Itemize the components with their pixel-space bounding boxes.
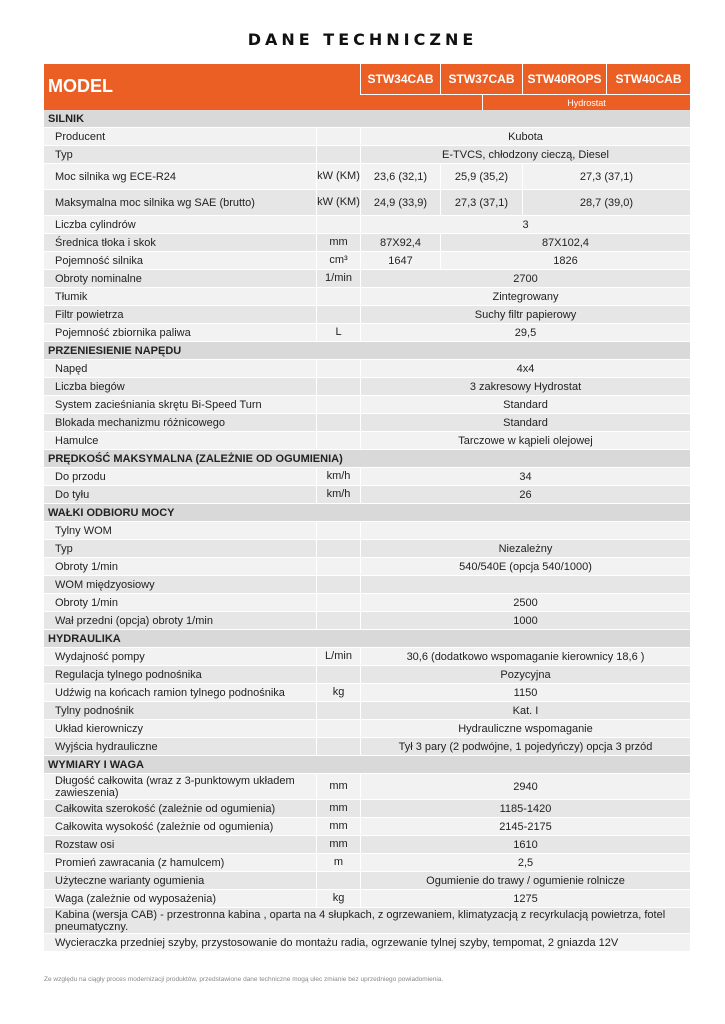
- table-row: [44, 360, 690, 378]
- table-row: [44, 270, 690, 288]
- table-row: [44, 836, 690, 854]
- model-column-3: STW40ROPS: [522, 64, 606, 94]
- row-unit: [316, 558, 360, 575]
- row-label: Tylny WOM: [55, 524, 112, 537]
- section-title: WAŁKI ODBIORU MOCY: [48, 506, 175, 519]
- table-body: [44, 110, 690, 952]
- row-value: 2,5: [360, 854, 690, 871]
- row-value: 28,7 (39,0): [522, 190, 690, 215]
- row-unit: L: [316, 324, 360, 341]
- row-unit: kW (KM): [316, 164, 360, 189]
- row-value: 540/540E (opcja 540/1000): [360, 558, 690, 575]
- row-label: Udźwig na końcach ramion tylnego podnośnika: [55, 686, 285, 699]
- row-unit: 1/min: [316, 270, 360, 287]
- table-header: [44, 64, 690, 110]
- row-label: Średnica tłoka i skok: [55, 236, 156, 249]
- row-value: [360, 576, 690, 593]
- table-row: [44, 558, 690, 576]
- spec-table: [44, 64, 690, 952]
- table-row: [44, 684, 690, 702]
- row-unit: mm: [316, 774, 360, 799]
- row-value: 30,6 (dodatkowo wspomaganie kierownicy 18,6 ): [360, 648, 690, 665]
- row-label: Do przodu: [55, 470, 106, 483]
- model-column-2: STW37CAB: [440, 64, 522, 94]
- row-value: Kubota: [360, 128, 690, 145]
- table-row: [44, 468, 690, 486]
- row-unit: [316, 594, 360, 611]
- row-value: Kat. I: [360, 702, 690, 719]
- table-row: [44, 738, 690, 756]
- table-row: [44, 818, 690, 836]
- table-row: [44, 612, 690, 630]
- section-header: [44, 342, 690, 360]
- row-label: Do tyłu: [55, 488, 90, 501]
- row-unit: mm: [316, 818, 360, 835]
- row-label: Regulacja tylnego podnośnika: [55, 668, 202, 681]
- table-row: [44, 378, 690, 396]
- row-value: 1647: [360, 252, 440, 269]
- table-row: [44, 890, 690, 908]
- row-label: Producent: [55, 130, 106, 143]
- row-label: Wyjścia hydrauliczne: [55, 740, 158, 753]
- row-label: Typ: [55, 148, 73, 161]
- hydrostat-label: Hydrostat: [482, 94, 690, 110]
- section-title: PRZENIESIENIE NAPĘDU: [48, 344, 182, 357]
- section-title: HYDRAULIKA: [48, 632, 121, 645]
- row-unit: [316, 872, 360, 889]
- row-label: Obroty 1/min: [55, 560, 118, 573]
- row-unit: [316, 702, 360, 719]
- section-title: SILNIK: [48, 112, 85, 125]
- row-label: WOM międzyosiowy: [55, 578, 155, 591]
- row-unit: km/h: [316, 468, 360, 485]
- table-row: [44, 872, 690, 890]
- row-label: Promień zawracania (z hamulcem): [55, 856, 225, 869]
- row-label: Blokada mechanizmu różnicowego: [55, 416, 225, 429]
- row-unit: [316, 738, 360, 755]
- row-unit: mm: [316, 234, 360, 251]
- row-label: Tłumik: [55, 290, 88, 303]
- table-row: [44, 234, 690, 252]
- row-unit: [316, 612, 360, 629]
- row-label: System zacieśniania skrętu Bi-Speed Turn: [55, 398, 262, 411]
- row-unit: L/min: [316, 648, 360, 665]
- row-unit: [316, 414, 360, 431]
- row-label: Obroty 1/min: [55, 596, 118, 609]
- table-row: [44, 720, 690, 738]
- row-label: Waga (zależnie od wyposażenia): [55, 892, 217, 905]
- row-value: 1185-1420: [360, 800, 690, 817]
- table-row: [44, 146, 690, 164]
- table-row: [44, 324, 690, 342]
- row-unit: [316, 396, 360, 413]
- row-label: Użyteczne warianty ogumienia: [55, 874, 205, 887]
- row-unit: [316, 522, 360, 539]
- table-row: [44, 800, 690, 818]
- row-value: 1000: [360, 612, 690, 629]
- row-value: 29,5: [360, 324, 690, 341]
- row-value: 24,9 (33,9): [360, 190, 440, 215]
- model-column-1: STW34CAB: [360, 64, 440, 94]
- model-label: MODEL: [48, 76, 113, 96]
- row-label: Rozstaw osi: [55, 838, 115, 851]
- row-unit: kg: [316, 684, 360, 701]
- row-unit: [316, 576, 360, 593]
- row-unit: [316, 432, 360, 449]
- row-value: Hydrauliczne wspomaganie: [360, 720, 690, 737]
- row-value: 2700: [360, 270, 690, 287]
- row-unit: [316, 146, 360, 163]
- row-unit: [316, 540, 360, 557]
- table-row: [44, 128, 690, 146]
- table-row: [44, 934, 690, 952]
- row-value: 3: [360, 216, 690, 233]
- row-value: 2145-2175: [360, 818, 690, 835]
- row-unit: [316, 306, 360, 323]
- section-title: PRĘDKOŚĆ MAKSYMALNA (ZALEŻNIE OD OGUMIENIA): [48, 452, 343, 465]
- row-label: Długość całkowita (wraz z 3-punktowym układem zawieszenia): [55, 774, 295, 799]
- section-header: [44, 504, 690, 522]
- row-unit: km/h: [316, 486, 360, 503]
- row-label: Moc silnika wg ECE-R24: [55, 170, 177, 183]
- table-row: [44, 414, 690, 432]
- footer-note: Ze względu na ciągły proces modernizacji produktów, przedstawione dane techniczne mogą ulec zmianie bez uprzedniego powiadomienia.: [44, 976, 444, 983]
- row-value: 2940: [360, 774, 690, 799]
- row-label: Wycieraczka przedniej szyby, przystosowanie do montażu radia, ogrzewanie tylnej szyby, tempomat, 2 gniazda 12V: [55, 936, 619, 949]
- row-value: 1275: [360, 890, 690, 907]
- model-column-4: STW40CAB: [606, 64, 690, 94]
- row-label: Hamulce: [55, 434, 99, 447]
- table-row: [44, 522, 690, 540]
- row-value: [360, 522, 690, 539]
- section-header: [44, 450, 690, 468]
- row-unit: mm: [316, 836, 360, 853]
- table-row: [44, 164, 690, 190]
- row-label: Wydajność pompy: [55, 650, 145, 663]
- row-label: Obroty nominalne: [55, 272, 142, 285]
- row-label: Liczba biegów: [55, 380, 125, 393]
- table-row: [44, 666, 690, 684]
- table-row: [44, 306, 690, 324]
- row-value: 25,9 (35,2): [440, 164, 522, 189]
- table-row: [44, 576, 690, 594]
- row-value: 3 zakresowy Hydrostat: [360, 378, 690, 395]
- table-row: [44, 216, 690, 234]
- table-row: [44, 252, 690, 270]
- row-value: Standard: [360, 414, 690, 431]
- row-label: Całkowita szerokość (zależnie od ogumienia): [55, 802, 276, 815]
- row-unit: [316, 666, 360, 683]
- row-unit: kg: [316, 890, 360, 907]
- row-value: Tarczowe w kąpieli olejowej: [360, 432, 690, 449]
- row-value: 87X102,4: [440, 234, 690, 251]
- table-row: [44, 648, 690, 666]
- row-label: Napęd: [55, 362, 88, 375]
- table-row: [44, 396, 690, 414]
- row-value: Tył 3 pary (2 podwójne, 1 pojedyńczy) opcja 3 przód: [360, 738, 690, 755]
- row-label: Całkowita wysokość (zależnie od ogumienia): [55, 820, 274, 833]
- row-label: Typ: [55, 542, 73, 555]
- row-unit: cm³: [316, 252, 360, 269]
- row-unit: [316, 360, 360, 377]
- row-value: E-TVCS, chłodzony cieczą, Diesel: [360, 146, 690, 163]
- section-header: [44, 110, 690, 128]
- row-value: 1826: [440, 252, 690, 269]
- row-value: 27,3 (37,1): [522, 164, 690, 189]
- row-label: Pojemność zbiornika paliwa: [55, 326, 191, 339]
- row-unit: [316, 288, 360, 305]
- row-label: Wał przedni (opcja) obroty 1/min: [55, 614, 213, 627]
- row-unit: [316, 128, 360, 145]
- row-unit: kW (KM): [316, 190, 360, 215]
- row-label: Tylny podnośnik: [55, 704, 134, 717]
- table-row: [44, 702, 690, 720]
- row-label: Filtr powietrza: [55, 308, 124, 321]
- row-label: Liczba cylindrów: [55, 218, 136, 231]
- row-value: 87X92,4: [360, 234, 440, 251]
- table-row: [44, 288, 690, 306]
- row-value: 23,6 (32,1): [360, 164, 440, 189]
- row-value: Suchy filtr papierowy: [360, 306, 690, 323]
- row-label: Pojemność silnika: [55, 254, 144, 267]
- row-value: Standard: [360, 396, 690, 413]
- row-label: Kabina (wersja CAB) - przestronna kabina , oparta na 4 słupkach, z ogrzewaniem, klimatyzacją z recyrkulacją powietrza, fotel pneumatyczny.: [55, 908, 666, 933]
- table-row: [44, 540, 690, 558]
- table-row: [44, 190, 690, 216]
- row-value: 4x4: [360, 360, 690, 377]
- section-header: [44, 630, 690, 648]
- row-value: 1610: [360, 836, 690, 853]
- row-value: 2500: [360, 594, 690, 611]
- row-unit: [316, 720, 360, 737]
- row-label: Układ kierowniczy: [55, 722, 144, 735]
- row-unit: m: [316, 854, 360, 871]
- table-row: [44, 908, 690, 934]
- section-header: [44, 756, 690, 774]
- table-row: [44, 854, 690, 872]
- row-value: Zintegrowany: [360, 288, 690, 305]
- row-value: 34: [360, 468, 690, 485]
- row-value: Niezależny: [360, 540, 690, 557]
- table-row: [44, 432, 690, 450]
- row-unit: [316, 378, 360, 395]
- row-label: Maksymalna moc silnika wg SAE (brutto): [55, 196, 255, 209]
- row-value: Ogumienie do trawy / ogumienie rolnicze: [360, 872, 690, 889]
- row-value: Pozycyjna: [360, 666, 690, 683]
- section-title: WYMIARY I WAGA: [48, 758, 144, 771]
- row-unit: [316, 216, 360, 233]
- table-row: [44, 594, 690, 612]
- row-value: 26: [360, 486, 690, 503]
- table-row: [44, 486, 690, 504]
- row-unit: mm: [316, 800, 360, 817]
- row-value: 27,3 (37,1): [440, 190, 522, 215]
- table-row: [44, 774, 690, 800]
- page-title: DANE TECHNICZNE: [247, 30, 478, 49]
- row-value: 1150: [360, 684, 690, 701]
